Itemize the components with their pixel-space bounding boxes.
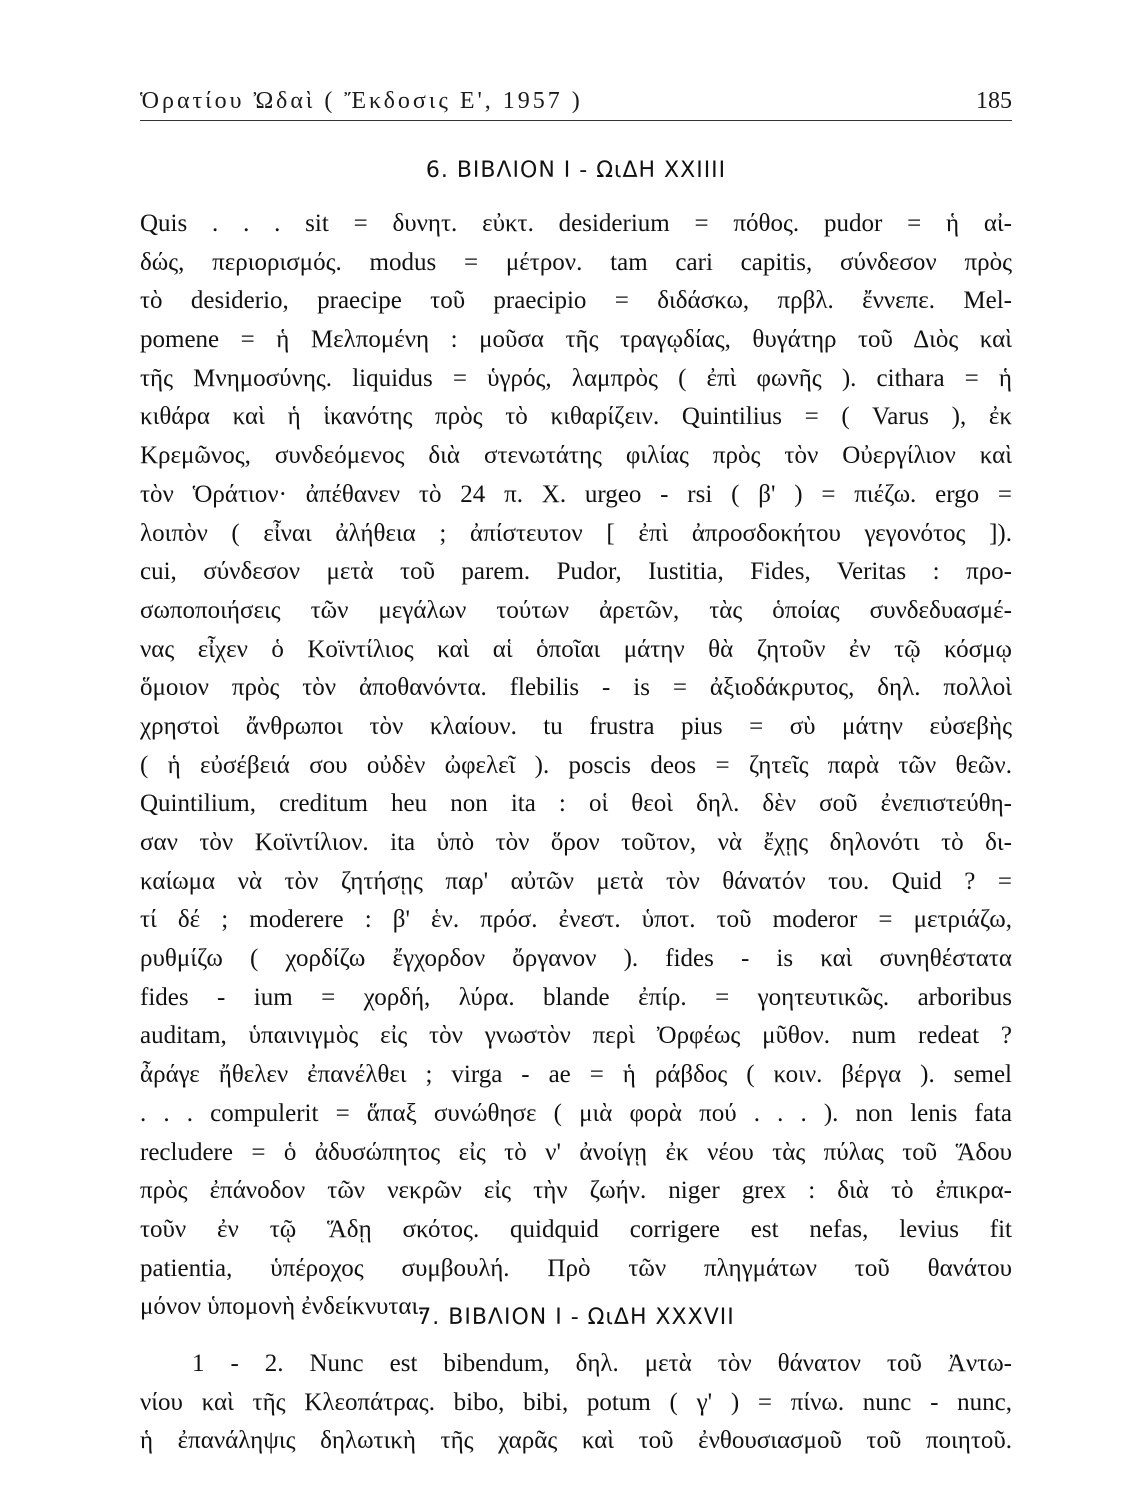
text-line: recludere = ὁ ἀδυσώπητος εἰς τὸ ν' ἀνοίγῃ ἐκ νέου τὰς πύλας τοῦ Ἅδου xyxy=(140,1138,1012,1166)
text-line: 1 - 2. Nunc est bibendum, δηλ. μετὰ τὸν θάνατον τοῦ Ἀντω- xyxy=(192,1350,1012,1377)
commentary-paragraph-6 xyxy=(140,205,1012,1327)
text-line: τὸν Ὁράτιον· ἀπέθανεν τὸ 24 π. Χ. urgeo - rsi ( β' ) = πιέζω. ergo = xyxy=(140,480,1012,508)
text-line: Quintilium, creditum heu non ita : οἱ θεοὶ δηλ. δὲν σοῦ ἐνεπιστεύθη- xyxy=(140,790,1012,818)
text-line: χρηστοὶ ἄνθρωποι τὸν κλαίουν. tu frustra pius = σὺ μάτην εὐσεβὴς xyxy=(140,712,1012,740)
text-line: τοῦν ἐν τῷ Ἅδῃ σκότος. quidquid corrigere est nefas, levius fit xyxy=(140,1215,1012,1243)
text-line: ἆράγε ἤθελεν ἐπανέλθει ; virga - ae = ἡ ράβδος ( κοιν. βέργα ). semel xyxy=(140,1061,1012,1089)
text-line: νας εἶχεν ὁ Κοϊντίλιος καὶ αἱ ὁποῖαι μάτην θὰ ζητοῦν ἐν τῷ κόσμῳ xyxy=(140,635,1012,663)
text-line: patientia, ὑπέροχος συμβουλή. Πρὸ τῶν πληγμάτων τοῦ θανάτου xyxy=(140,1254,1012,1282)
text-line: ρυθμίζω ( χορδίζω ἔγχορδον ὄργανον ). fides - is καὶ συνηθέστατα xyxy=(140,945,1012,973)
text-line: ἡ ἐπανάληψις δηλωτικὴ τῆς χαρᾶς καὶ τοῦ ἐνθουσιασμοῦ τοῦ ποιητοῦ. xyxy=(140,1427,1012,1455)
text-line: Quis . . . sit = δυνητ. εὐκτ. desiderium = πόθος. pudor = ἡ αἰ- xyxy=(140,210,1012,237)
text-line: καίωμα νὰ τὸν ζητήσῃς παρ' αὐτῶν μετὰ τὸν θάνατόν του. Quid ? = xyxy=(140,867,1012,895)
header-rule xyxy=(140,120,1012,121)
text-line: λοιπὸν ( εἶναι ἀλήθεια ; ἀπίστευτον [ ἐπὶ ἀπροσδοκήτου γεγονότος ]). xyxy=(140,519,1012,547)
section-title-7: 7. ΒΙΒΛΙΟΝ Ι - ΩιΔΗ XXXVII xyxy=(417,1305,735,1330)
text-line: δώς, περιορισμός. modus = μέτρον. tam cari capitis, σύνδεσον πρὸς xyxy=(140,248,1012,276)
text-line: . . . compulerit = ἅπαξ συνώθησε ( μιὰ φορὰ πού . . . ). non lenis fata xyxy=(140,1099,1012,1127)
text-line: cui, σύνδεσον μετὰ τοῦ parem. Pudor, Iustitia, Fides, Veritas : προ- xyxy=(140,558,1012,586)
text-line: fides - ium = χορδή, λύρα. blande ἐπίρ. = γοητευτικῶς. arboribus xyxy=(140,983,1012,1011)
running-head-title: Ὁρατίου Ὠδαὶ ( Ἔκδοσις Ε', 1957 ) xyxy=(140,88,583,114)
text-line: τὸ desiderio, praecipe τοῦ praecipio = διδάσκω, πρβλ. ἔννεπε. Mel- xyxy=(140,287,1012,315)
text-line: τί δέ ; moderere : β' ἑν. πρόσ. ἐνεστ. ὑποτ. τοῦ moderor = μετριάζω, xyxy=(140,906,1012,934)
running-head xyxy=(140,84,1012,118)
commentary-paragraph-7 xyxy=(140,1345,1012,1461)
text-line: σωποποιήσεις τῶν μεγάλων τούτων ἀρετῶν, τὰς ὁποίας συνδεδυασμέ- xyxy=(140,596,1012,624)
text-line: μόνον ὑπομονὴ ἐνδείκνυται. xyxy=(140,1293,425,1321)
text-line: σαν τὸν Κοϊντίλιον. ita ὑπὸ τὸν ὅρον τοῦτον, νὰ ἔχῃς δηλονότι τὸ δι- xyxy=(140,829,1012,856)
text-line: κιθάρα καὶ ἡ ἱκανότης πρὸς τὸ κιθαρίζειν. Quintilius = ( Varus ), ἐκ xyxy=(140,403,1012,431)
text-line: pomene = ἡ Μελπομένη : μοῦσα τῆς τραγῳδίας, θυγάτηρ τοῦ Διὸς καὶ xyxy=(140,326,1012,354)
text-line: ( ἡ εὐσέβειά σου οὐδὲν ὠφελεῖ ). poscis deos = ζητεῖς παρὰ τῶν θεῶν. xyxy=(140,751,1012,779)
text-line: ὅμοιον πρὸς τὸν ἀποθανόντα. flebilis - is = ἀξιοδάκρυτος, δηλ. πολλοὶ xyxy=(140,674,1012,702)
text-line: τῆς Μνημοσύνης. liquidus = ὑγρός, λαμπρὸς ( ἐπὶ φωνῆς ). cithara = ἡ xyxy=(140,364,1012,392)
text-line: πρὸς ἐπάνοδον τῶν νεκρῶν εἰς τὴν ζωήν. niger grex : διὰ τὸ ἐπικρα- xyxy=(140,1177,1012,1205)
text-line: νίου καὶ τῆς Κλεοπάτρας. bibo, bibi, potum ( γ' ) = πίνω. nunc - nunc, xyxy=(140,1388,1012,1416)
text-line: auditam, ὑπαινιγμὸς εἰς τὸν γνωστὸν περὶ Ὀρφέως μῦθον. num redeat ? xyxy=(140,1022,1012,1050)
text-line: Κρεμῶνος, συνδεόμενος διὰ στενωτάτης φιλίας πρὸς τὸν Οὐεργίλιον καὶ xyxy=(140,442,1012,470)
page-number: 185 xyxy=(976,88,1012,114)
section-title-6: 6. ΒΙΒΛΙΟΝ Ι - ΩιΔΗ XXIIII xyxy=(425,158,727,183)
